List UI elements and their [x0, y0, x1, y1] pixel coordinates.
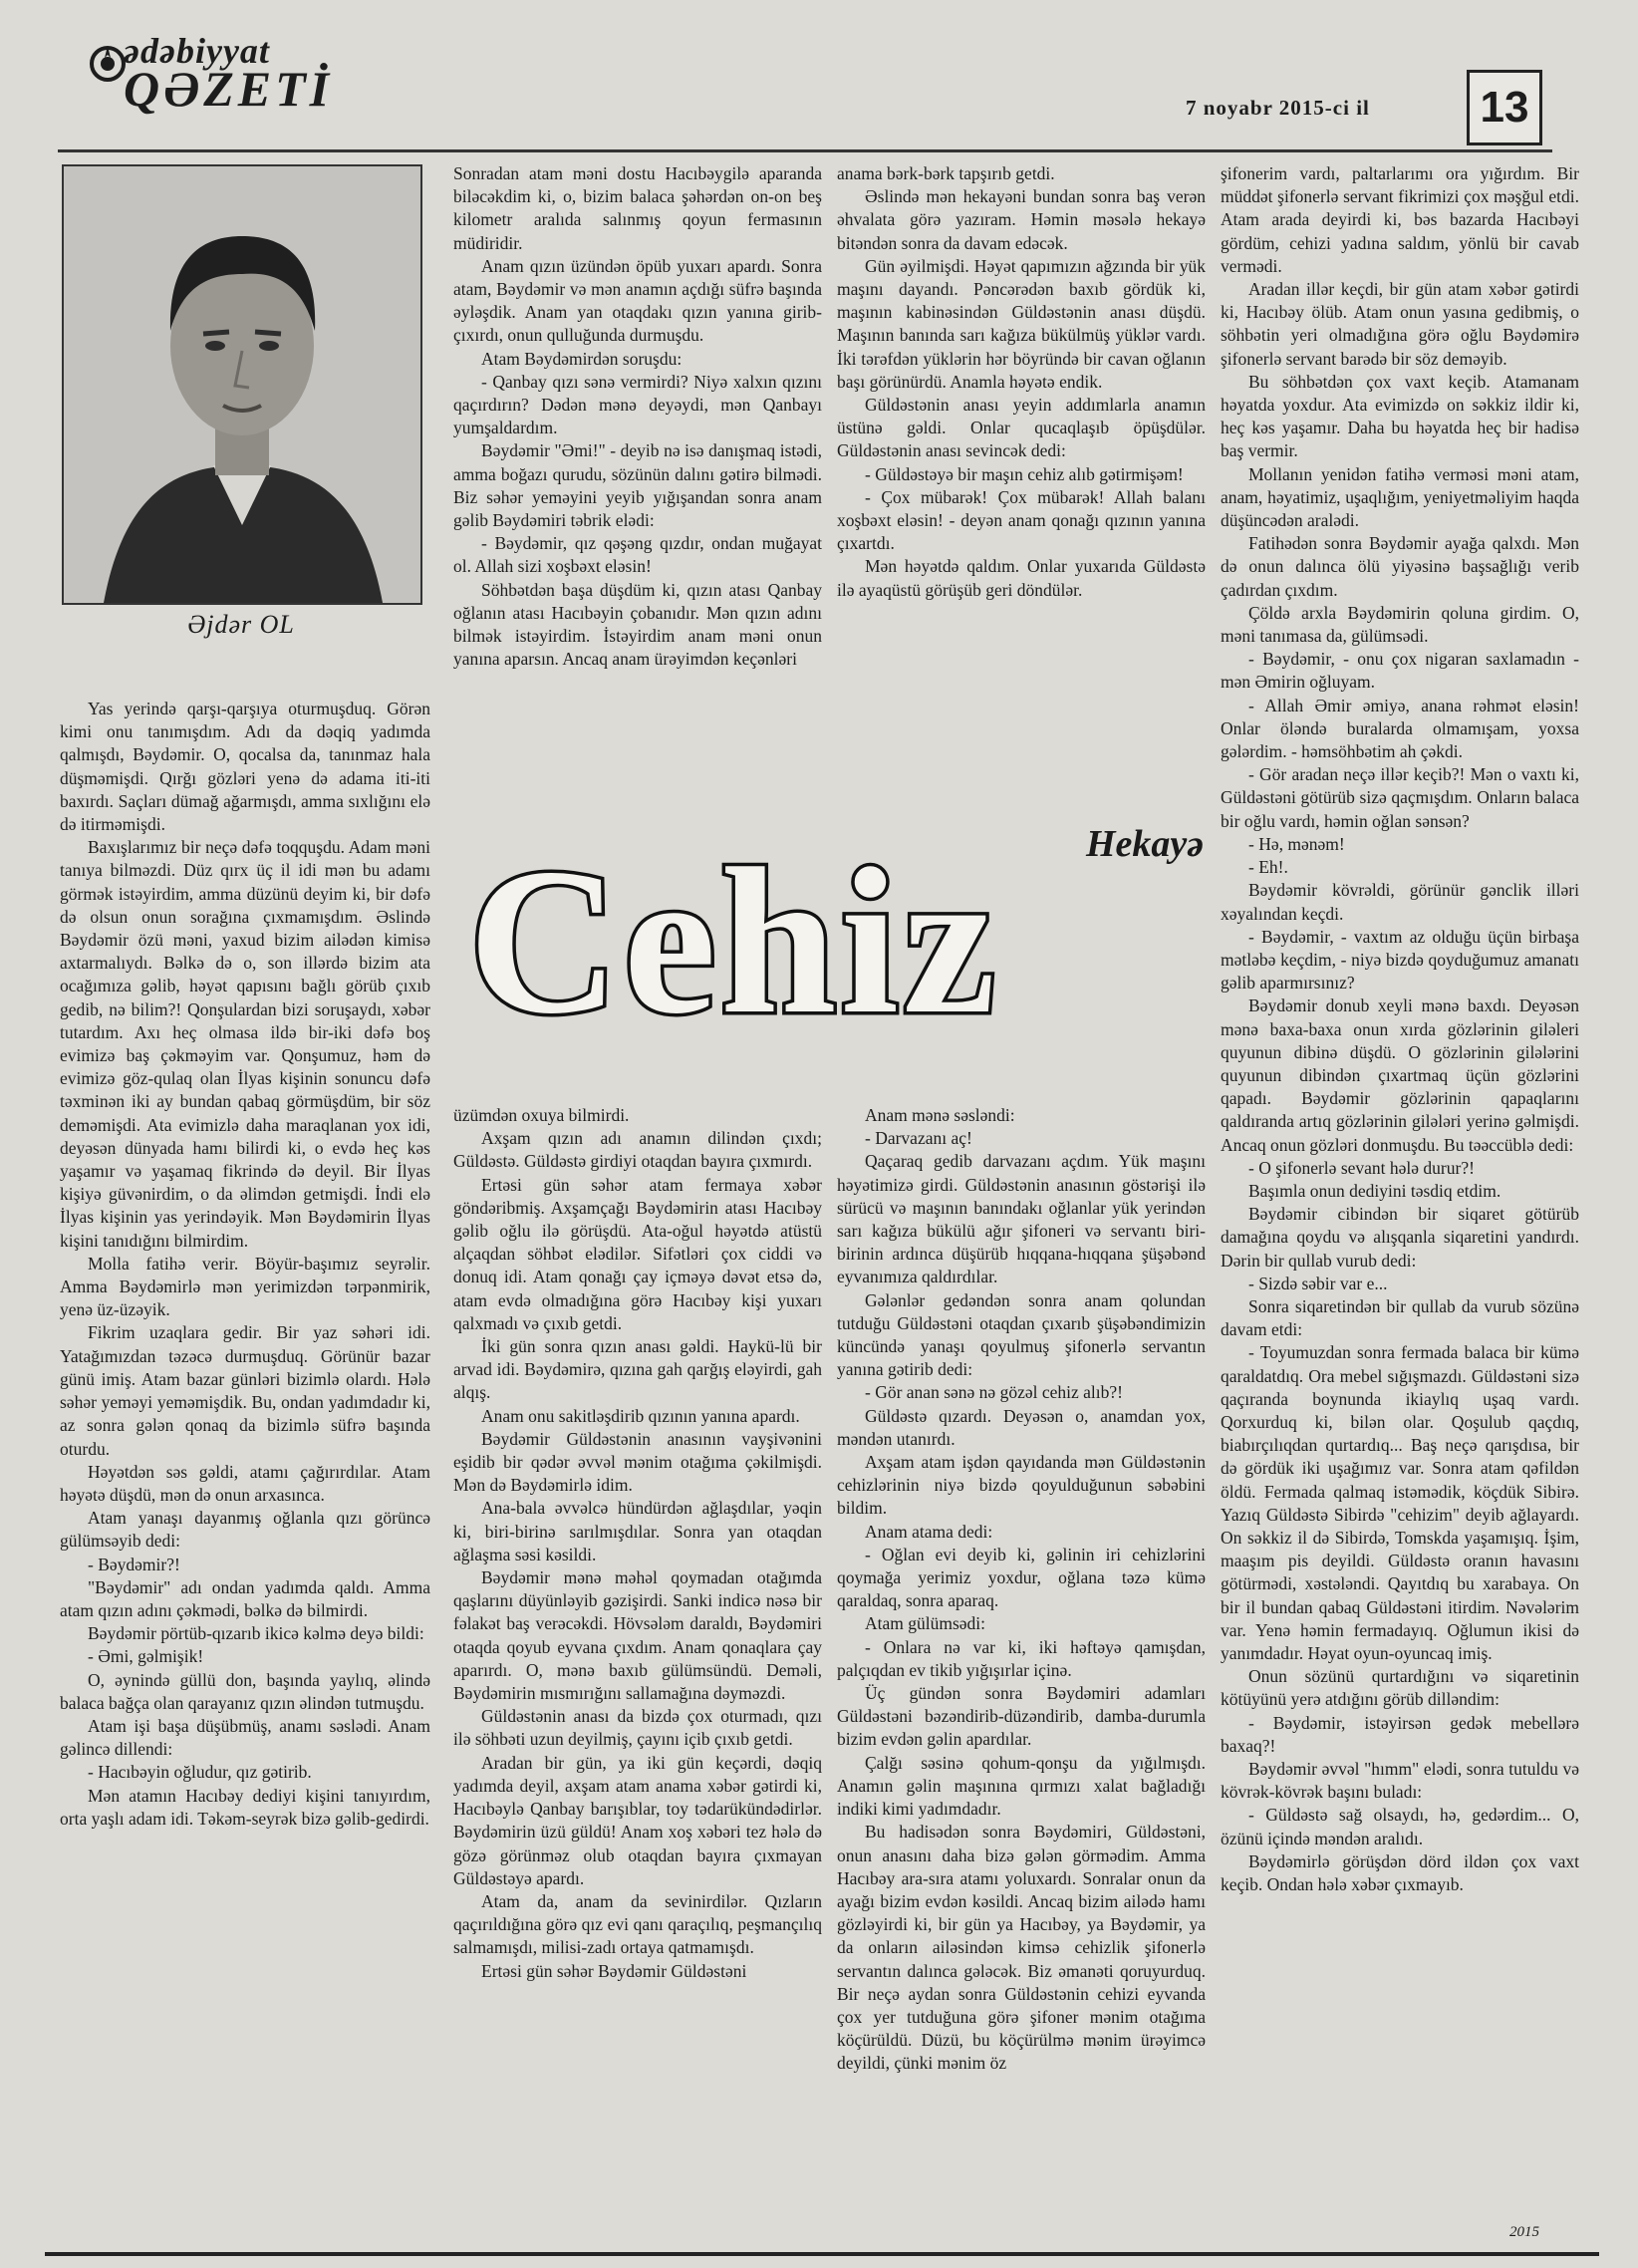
paragraph: Çöldə arxla Bəydəmirin qoluna girdim. O, məni tanımasa da, gülümsədi. — [1221, 602, 1579, 647]
paragraph: Atam yanaşı dayanmış oğlanla qızı görüncə gülümsəyib dedi: — [60, 1508, 430, 1552]
paragraph: Həyətdən səs gəldi, atamı çağırırdılar. Atam həyətə düşdü, mən də onun arxasınca. — [60, 1461, 430, 1505]
paragraph: Qaçaraq gedib darvazanı açdım. Yük maşını həyətimizə girdi. Güldəstənin anasının göstərişi ilə sürücü və maşının banındakı oğlanlar yük yerindən sarı kağıza bükülü ağır şifoneri və servantı biri-birinin ardınca düşürüb hıqqana-hıqqana şüşəbənd eyvanımıza qaldırdılar. — [837, 1151, 1206, 1287]
masthead-line2: QƏZETİ — [124, 61, 334, 117]
paragraph: - Sizdə səbir var e... — [1248, 1273, 1388, 1293]
page-number: 13 — [1467, 70, 1542, 145]
paragraph: Gələnlər gedəndən sonra anam qolundan tutduğu Güldəstəni otaqdan çıxarıb şüşəbəndimizin küncündə yanaşı qoyulmuş şifonerlə servantın yanına gətirib dedi: — [837, 1289, 1206, 1380]
paragraph: Atam gülümsədi: — [865, 1613, 986, 1634]
paragraph: - O şifonerlə sevant hələ durur?! — [1248, 1157, 1475, 1178]
paragraph: Bəydəmir pörtüb-qızarıb ikicə kəlmə deyə bildi: — [88, 1623, 424, 1644]
paragraph: Mən atamın Hacıbəy dediyi kişini tanıyırdım, orta yaşlı adam idi. Təkəm-seyrək bizə gəlib-gedirdi. — [60, 1785, 430, 1829]
paragraph: Sonradan atam məni dostu Hacıbəygilə aparanda biləcəkdim ki, o, bizim balaca şəhərdən on-on beş kilometr aralıda salınmış qoyun fermasının müdiridir. — [453, 163, 822, 253]
bottom-rule — [45, 2252, 1599, 2256]
paragraph: Bəydəmir cibindən bir siqaret götürüb damağına qoydu və alışqanla siqaretini yandırdı. Dərin bir qullab vurub dedi: — [1221, 1204, 1579, 1271]
genre-label: Hekayə — [1086, 823, 1205, 865]
paragraph: Anam qızın üzündən öpüb yuxarı apardı. Sonra atam, Bəydəmir və mən anamın açdığı süfrə başında əyləşdik. Anam yan otaqdakı qızın yanına girib-çıxırdı, onun qulluğunda durmuşdu. — [453, 255, 822, 346]
paragraph: Mollanın yenidən fatihə verməsi məni atam, anam, həyatimiz, uşaqlığım, yeniyetməliyim haqda düşüncədən aralədi. — [1221, 463, 1579, 531]
paragraph: Söhbətdən başa düşdüm ki, qızın atası Qanbay oğlanın atası Hacıbəyin çobanıdır. Mən qızın adını bilmək istəyirdim. İstəyirdim anam məni onun yanına aparsın. Ancaq anam ürəyimdən keçənləri — [453, 579, 822, 670]
paragraph: - Toyumuzdan sonra fermada balaca bir kümə qaraldatdıq. Ora mebel sığışmazdı. Güldəstəni sizə qaçıranda boynunda ikiaylıq uşaq vardı. Qorxurduq ki, bilən olar. Qoşulub qaçdıq, biabırçılıqdan qurtardıq... Baş neçə qarışdısa, bir də gördük iki uşağımız var. Sonra atam qəfildən öldü. Fermada qalmaq istəmədik, köçdük Sibirə. Yazıq Güldəstə Sibirdə "cehizim" deyib ağlayardı. On səkkiz il də Sibirdə, Tomskda yaşamışıq. İşim, maaşım pis deyildi. Güldəstə oranın havasını götürmədi, xəstələndi. Qayıtdıq bu xarabaya. On bir il bundan qabaq Güldəstəni itirdim. Nəvələrim var. Yenə həmin fermadayıq. Oğlumun ikisi də yanımdadır. Həyat oyun-oyuncaq imiş. — [1221, 1342, 1579, 1663]
paragraph: Əslində mən hekayəni bundan sonra baş verən əhvalata görə yazıram. Həmin məsələ hekayə bitəndən sonra da davam edəcək. — [837, 186, 1206, 253]
author-caption: Əjdər OL — [187, 610, 295, 639]
paragraph: Güldəstənin anası da bizdə çox oturmadı, qızı ilə söhbəti uzun deyilmiş, çayını içib çıxıb getdi. — [453, 1706, 822, 1750]
paragraph: Ertəsi gün səhər atam fermaya xəbər göndəribmiş. Axşamçağı Bəydəmirin atası Hacıbəy gəlib oğlu ilə görüşdü. Ata-oğul həyətdə atüstü alçaqdan söhbət elədilər. Sifətləri çox ciddi və donuq idi. Atam qonağı çay içməyə dəvət etsə də, atam evdə olmadığına görə Hacıbəy kişi yuxarı qalxmadı və çıxıb getdi. — [453, 1174, 822, 1333]
paragraph: Anam atama dedi: — [865, 1521, 993, 1542]
issue-date: 7 noyabr 2015-ci il — [1186, 96, 1370, 120]
paragraph: O, əynində güllü don, başında yaylıq, əlində balaca bağça olan qarayanız qızın əlindən tutmuşdu. — [60, 1669, 430, 1713]
paragraph: İki gün sonra qızın anası gəldi. Haykü-lü bir arvad idi. Bəydəmirə, qızına gah qarğış eləyirdi, gah alqış. — [453, 1336, 822, 1403]
paragraph: Güldəstə qızardı. Deyəsən o, anamdan yox, məndən utanırdı. — [837, 1405, 1206, 1449]
paragraph: Axşam atam işdən qayıdanda mən Güldəstənin cehizlərinin niyə bizdə qoyulduğunun səbəbini bildim. — [837, 1452, 1206, 1519]
paragraph: - Bəydəmir, - onu çox nigaran saxlamadın - mən Əmirin oğluyam. — [1221, 649, 1579, 693]
paragraph: Bəydəmir donub xeyli mənə baxdı. Deyəsən mənə baxa-baxa onun xırda gözlərinin giləleri quyunun dibinə düşdü. O gözlərinin gilələrini quyunun dibindən çıxartmaq üçün gözlərini qapadı. Bəydəmir gözlərinin qapaqlarını qaldıranda artıq gözlərinin gilələri yerinə gəlmişdi. Ancaq onun gözləri donmuşdu. Bu təəccüblə dedi: — [1221, 995, 1579, 1155]
paragraph: - Əmi, gəlmişik! — [88, 1646, 204, 1667]
paragraph: Üç gündən sonra Bəydəmiri adamları Güldəstəni bəzəndirib-düzəndirib, damba-durumla bizim evdən gəlin apardılar. — [837, 1683, 1206, 1750]
paragraph: üzümdən oxuya bilmirdi. — [453, 1105, 630, 1125]
headline-title: Cehiz — [468, 826, 1000, 1057]
paragraph: Atam da, anam da sevinirdilər. Qızların qaçırıldığına görə qız evi qanı qaraçılıq, peşmançılıq salmamışdı, milisi-zadı ortaya qatmamışdı. — [453, 1890, 822, 1958]
paragraph: - Hacıbəyin oğludur, qız gətirib. — [88, 1762, 312, 1783]
paragraph: Ertəsi gün səhər Bəydəmir Güldəstəni — [481, 1960, 747, 1981]
paragraph: Gün əyilmişdi. Həyət qapımızın ağzında bir yük maşını dayandı. Pəncərədən baxıb gördük ki, maşının kabinəsindən Güldəstənin anası düşdü. Maşının banında sarı kağıza bükülmüş yüklər vardı. İki tərəfdən yüklərin hər böyründə bir cavan oğlanın başı görünürdü. Anamla həyətə endik. — [837, 255, 1206, 392]
paragraph: - Bəydəmir, - vaxtım az olduğu üçün birbaşa mətləbə keçdim, - niyə bizdə qoyduğumuz amanatı gəlib aparmırsınız? — [1221, 926, 1579, 993]
paragraph: - Darvazanı aç! — [865, 1128, 972, 1149]
paragraph: Güldəstənin anası yeyin addımlarla anamın üstünə gəldi. Onlar qucaqlaşıb öpüşdülər. Güldəstənin anası sevincək dedi: — [837, 395, 1206, 461]
year-signature: 2015 — [1509, 2224, 1539, 2240]
masthead-line1: ədəbiyyat — [124, 31, 270, 71]
paragraph: Atam Bəydəmirdən soruşdu: — [481, 348, 682, 369]
paragraph: Bəydəmir "Əmi!" - deyib nə isə danışmaq istədi, amma boğazı qurudu, sözünün dalını gətirə bilmədi. Biz səhər yeməyini yeyib yığışandan sonra anam gəlib Bəydəmiri təbrik elədi: — [453, 440, 822, 531]
paragraph: Onun sözünü qurtardığını və siqaretinin kötüyünü yerə atdığını görüb dilləndim: — [1221, 1666, 1579, 1710]
paragraph: - Gör aradan neçə illər keçib?! Mən o vaxtı ki, Güldəstəni götürüb sizə qaçmışdım. Onların balaca bir oğlu vardı, həmin oğlan sənsən? — [1221, 764, 1579, 831]
paragraph: Sonra siqaretindən bir qullab da vurub sözünə davam etdi: — [1221, 1295, 1579, 1340]
paragraph: Molla fatihə verir. Böyür-başımız seyrəlir. Amma Bəydəmirlə mən yerimizdən tərpənmirik, yenə üz-üzəyik. — [60, 1253, 430, 1320]
column-2-bottom — [453, 1104, 822, 1983]
paragraph: Bəydəmirlə görüşdən dörd ildən çox vaxt keçib. Ondan hələ xəbər çıxmayıb. — [1221, 1850, 1579, 1895]
column-2-top — [453, 162, 822, 671]
paragraph: Bəydəmir əvvəl "hımm" elədi, sonra tutuldu və kövrək-kövrək başını buladı: — [1221, 1759, 1579, 1803]
paragraph: "Bəydəmir" adı ondan yadımda qaldı. Amma atam qızın adını çəkmədi, bəlkə də bilmirdi. — [60, 1576, 430, 1620]
paragraph: Aradan bir gün, ya iki gün keçərdi, dəqiq yadımda deyil, axşam atam anama xəbər gətirdi ki, Hacıbəylə Qanbay barışıblar, toy tədarükündədirlər. Bəydəmirin üzü güldü! Anam xoş xəbəri tez hələ də gözə görünməz olub otaqdan bayıra çıxmayan Güldəstəyə apardı. — [453, 1752, 822, 1888]
paragraph: Fatihədən sonra Bəydəmir ayağa qalxdı. Mən də onun dalınca ölü yiyəsinə başsağlığı verib çadırdan çıxdım. — [1221, 533, 1579, 600]
paragraph: Bu hadisədən sonra Bəydəmiri, Güldəstəni, onun anasını daha bizə gələn görmədim. Amma Hacıbəy ara-sıra atamı yoluxardı. Sonralar onun da ayağı bizim evdən kəsildi. Ancaq bizim ailədə hamı gözləyirdi ki, bir gün ya Hacıbəy, ya Bəydəmir, ya da onların ailəsindən kimsə cehizlik şifonerlə servantın dalınca gələcək. Biz əmanəti qoruyurduq. Bir neçə aydan sonra Güldəstənin cehizi eyvanda çox yer tutduğuna görə şifoner mənim otağıma köçürüldü. Düzü, bu köçürülmə mənim ürəyimcə deyildi, çünki mənim öz — [837, 1822, 1206, 2074]
paragraph: Axşam qızın adı anamın dilindən çıxdı; Güldəstə. Güldəstə girdiyi otaqdan bayıra çıxmırdı. — [453, 1128, 822, 1172]
column-1 — [60, 698, 430, 1831]
paragraph: - Çox mübarək! Çox mübarək! Allah balanı xoşbəxt eləsin! - deyən anam qonağı qızının yanına çıxartdı. — [837, 486, 1206, 554]
paragraph: - Gör anan sənə nə gözəl cehiz alıb?! — [865, 1382, 1123, 1403]
author-photo — [62, 164, 422, 605]
top-rule — [58, 149, 1552, 152]
paragraph: Yas yerində qarşı-qarşıya oturmuşduq. Görən kimi onu tanımışdım. Adı da dəqiq yadımda qalmışdı, Bəydəmir. O, qocalsa da, tanınmaz hala düşməmişdi. Qırğı gözləri yenə də adama iti-iti baxırdı. Saçları dümağ ağarmışdı, amma sıxlığını elə də itirməmişdi. — [60, 699, 430, 835]
paragraph: - Onlara nə var ki, iki həftəyə qamışdan, palçıqdan ev tikib yığışırlar içinə. — [837, 1636, 1206, 1680]
paragraph: Anam onu sakitləşdirib qızının yanına apardı. — [481, 1405, 800, 1426]
paragraph: Anam mənə səsləndi: — [865, 1105, 1015, 1125]
column-3-bottom — [837, 1104, 1206, 2076]
masthead — [88, 30, 337, 117]
paragraph: Baxışlarımız bir neçə dəfə toqquşdu. Adam məni tanıya bilməzdi. Düz qırx üç il idi mən bu adamı görmək istəyirdim, amma düzünü deyim ki, bir dəfə də olsun onun sorağına çıxmamışdım. Əslində Bəydəmir özü məni, yaxud bizim ailədən kimisə axtarmalıydı. Bəlkə də o, son illərdə bizim ata ocağımıza gəlib, həyət qapısını bağlı görüb çıxıb gedib, nə bilim?! Qonşulardan bizi soruşaydı, xəbər tutardım. Axı heç olmasa ildə bir-iki dəfə boş evimizə baş çəkməyim var. Qonşumuz, həm də evimizə göz-qulaq olan İlyas kişinin sonuncu dəfə təxminən iki ay bundan qabaq görmüşdüm, bir söz deməmişdi. Ata evimizlə daha maraqlanan yox idi, deyəsən dünyada hamı bilirdi ki, o evdə heç kəs yaşamır və yaşamaq fikrində də deyil. Bir İlyas kişiyə güvənirdim, o da əlimdən getmişdi. İndi elə İlyas kişinin yas yerindəyik. Mən Bəydəmirin İlyas kişini tanıdığını bilmirdim. — [60, 837, 430, 1251]
paragraph: Çalğı səsinə qohum-qonşu da yığılmışdı. Anamın gəlin maşınına qırmızı xalat bağladığı indiki kimi yadımdadır. — [837, 1752, 1206, 1820]
paragraph: Bəydəmir Güldəstənin anasının vayşivənini eşidib bir qədər əvvəl mənim otağıma çəkilmişdi. Mən də Bəydəmirlə idim. — [453, 1428, 822, 1496]
paragraph: Bu söhbətdən çox vaxt keçib. Atamanam həyatda yoxdur. Ata evimizdə on səkkiz ildir ki, heç kəs yaşamır. Daha bu həyatda heç bir hadisə baş vermir. — [1221, 371, 1579, 461]
paragraph: - Allah Əmir əmiyə, anana rəhmət eləsin! Onlar öləndə buralarda olmamışam, yoxsa gələrdim. - həmsöhbətim ah çəkdi. — [1221, 695, 1579, 762]
paragraph: şifonerim vardı, paltarlarımı ora yığırdım. Bir müddət şifonerlə servant fikrimizi çox məşğul etdi. Atam arada deyirdi ki, bəs bazarda Hacıbəyi gördüm, cehizi yadına saldım, yönlü bir cavab vermədi. — [1221, 163, 1579, 276]
column-3-top — [837, 162, 1206, 602]
masthead-emblem-icon — [88, 44, 128, 84]
paragraph: Bəydəmir mənə məhəl qoymadan otağımda qaşlarını düyünləyib gəzişirdi. Sanki indicə nəsə bir fəlakət baş verəcəkdi. Hövsələm daraldı, Bəydəmiri otaqda qoyub eyvana çıxdım. Anam qonaqlara çay aparırdı. O, mənə baxıb gülümsündü. Deməli, Bəydəmirin mısmırığını sallamağına dəyməzdi. — [453, 1567, 822, 1704]
paragraph: anama bərk-bərk tapşırıb getdi. — [837, 163, 1055, 183]
column-4 — [1221, 162, 1579, 1896]
paragraph: - Bəydəmir?! — [88, 1554, 180, 1574]
paragraph: Ana-bala əvvəlcə hündürdən ağlaşdılar, yəqin ki, biri-birinə sarılmışdılar. Sonra yan otaqdan ağlaşma səsi kəsildi. — [453, 1498, 822, 1564]
paragraph: Atam işi başa düşübmüş, anamı səslədi. Anam gəlincə dillendi: — [60, 1715, 430, 1760]
paragraph: - Güldəstəyə bir maşın cehiz alıb gətirmişəm! — [865, 463, 1184, 484]
paragraph: Aradan illər keçdi, bir gün atam xəbər gətirdi ki, Hacıbəy ölüb. Atam onun yasına gedibmiş, o söhbətin yeri olmadığına görə oğlu Bəydəmirə şifonerlə servant barədə bir söz deməyib. — [1221, 279, 1579, 369]
paragraph: Fikrim uzaqlara gedir. Bir yaz səhəri idi. Yatağımızdan təzəcə durmuşduq. Görünür bazar günü imiş. Atam bazar günləri bizimlə olardı. Hələ səhər yeməyi yeməmişdik. Bu, ondan yadımdadır ki, az sonra gələn qonaq da bizimlə süfrə başında oturdu. — [60, 1322, 430, 1459]
paragraph: - Eh!. — [1248, 857, 1288, 878]
paragraph: - Oğlan evi deyib ki, gəlinin iri cehizlərini qoymağa yerimiz yoxdur, oğlana təzə kümə qaraldaq, sonra aparaq. — [837, 1544, 1206, 1611]
paragraph: - Bəydəmir, qız qəşəng qızdır, ondan muğayat ol. Allah sizi xoşbəxt eləsin! — [453, 533, 822, 577]
paragraph: - Bəydəmir, istəyirsən gedək mebellərə baxaq?! — [1221, 1712, 1579, 1756]
paragraph: - Hə, mənəm! — [1248, 833, 1345, 854]
paragraph: Bəydəmir kövrəldi, görünür gənclik illəri xəyalından keçdi. — [1221, 880, 1579, 924]
paragraph: - Qanbay qızı sənə vermirdi? Niyə xalxın qızını qaçırdırın? Dədən mənə deyəydi, mən Qanbayı yumşaldardım. — [453, 371, 822, 438]
paragraph: Başımla onun dediyini təsdiq etdim. — [1248, 1180, 1502, 1201]
paragraph: Mən həyətdə qaldım. Onlar yuxarıda Güldəstə ilə ayaqüstü görüşüb geri döndülər. — [837, 556, 1206, 600]
paragraph: - Güldəstə sağ olsaydı, hə, gedərdim... O, özünü içində məndən aralıdı. — [1221, 1805, 1579, 1848]
